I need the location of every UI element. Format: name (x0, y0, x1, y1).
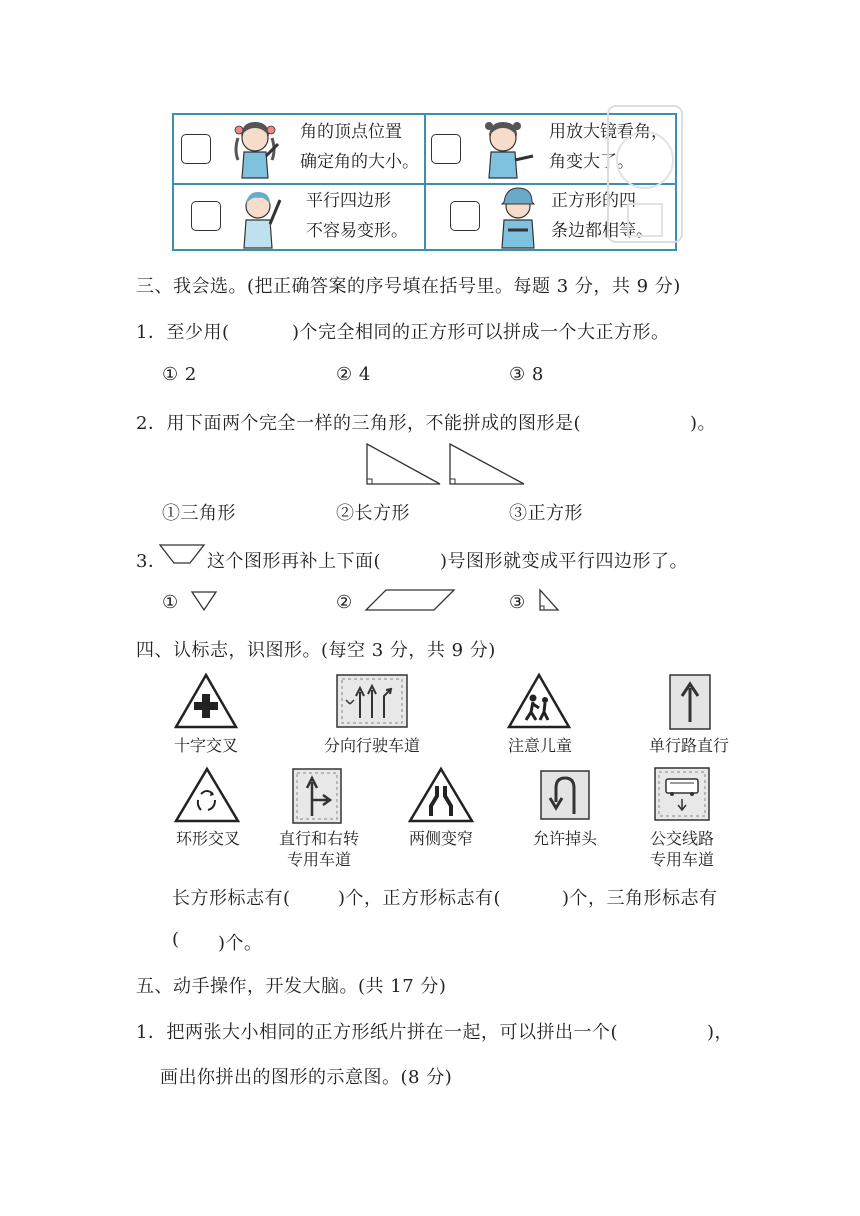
answer-text: )个，三角形标志有 (562, 888, 718, 909)
question-text: )。 (690, 413, 717, 434)
road-narrows-triangle-icon (407, 766, 475, 824)
boy-icon (494, 184, 544, 250)
section-heading: 三、我会选。(把正确答案的序号填在括号里。每题 3 分，共 9 分) (136, 276, 681, 297)
option-1: ① 2 (162, 364, 197, 385)
answer-text: )个，正方形标志有( (338, 888, 502, 909)
section-heading: 五、动手操作，开发大脑。(共 17 分) (136, 976, 447, 997)
roundabout-triangle-icon (173, 766, 241, 824)
judge-text-line: 角变大了。 (549, 152, 634, 172)
judge-text-line: 确定角的大小。 (300, 152, 419, 172)
answer-checkbox[interactable] (191, 201, 221, 231)
answer-text: )个。 (218, 933, 263, 954)
question-number: 3． (136, 551, 167, 572)
sign-label: 专用车道 (649, 850, 714, 869)
judge-text-line: 条边都相等。 (551, 221, 653, 241)
bus-lane-square-icon (654, 767, 710, 821)
cross-warning-triangle-icon (173, 672, 239, 730)
question-text: 1．至少用( (136, 322, 230, 343)
sign-label: 直行和右转 (278, 829, 359, 848)
trapezoid-figure (158, 543, 206, 567)
judge-text-line: 正方形的四 (551, 191, 636, 211)
question-text: )号图形就变成平行四边形了。 (440, 551, 689, 572)
option-2: ② (336, 592, 353, 613)
section-heading: 四、认标志，识图形。(每空 3 分，共 9 分) (136, 640, 496, 661)
one-way-rect-icon (669, 674, 711, 730)
sign-label: 注意儿童 (507, 736, 572, 755)
judge-text-line: 不容易变形。 (306, 221, 408, 241)
sign-label: 两侧变窄 (408, 829, 473, 848)
question-text: )个完全相同的正方形可以拼成一个大正方形。 (292, 322, 670, 343)
option-1: ① (162, 592, 179, 613)
question-text: 画出你拼出的图形的示意图。(8 分) (160, 1067, 453, 1088)
boy-icon (236, 186, 288, 250)
option-1: ①三角形 (162, 503, 236, 524)
sign-label: 分向行驶车道 (323, 736, 420, 755)
question-text: )， (707, 1022, 734, 1043)
sign-label: 专用车道 (286, 850, 351, 869)
two-right-triangles-figure (364, 442, 530, 486)
answer-checkbox[interactable] (450, 201, 480, 231)
option-3: ③正方形 (509, 503, 583, 524)
u-turn-square-icon (540, 770, 590, 820)
watermark-stamp (600, 100, 690, 250)
question-text: 这个图形再补上下面( (207, 551, 382, 572)
option-3: ③ (509, 592, 526, 613)
girl-icon (228, 116, 286, 180)
inverted-triangle-option-icon (190, 589, 218, 613)
judge-text-line: 角的顶点位置 (300, 122, 402, 142)
option-3: ③ 8 (509, 364, 544, 385)
question-text: 2．用下面两个完全一样的三角形，不能拼成的图形是( (136, 413, 581, 434)
answer-text: ( (172, 929, 180, 950)
parallelogram-option-icon (364, 588, 456, 612)
children-warning-triangle-icon (506, 672, 572, 730)
answer-checkbox[interactable] (431, 134, 461, 164)
option-2: ②长方形 (336, 503, 410, 524)
answer-checkbox[interactable] (181, 134, 211, 164)
sign-label: 允许掉头 (532, 829, 597, 848)
judge-text-line: 用放大镜看角， (549, 122, 668, 142)
right-triangle-option-icon (537, 588, 561, 612)
question-text: 1．把两张大小相同的正方形纸片拼在一起，可以拼出一个( (136, 1022, 618, 1043)
option-2: ② 4 (336, 364, 371, 385)
sign-label: 环形交叉 (175, 829, 240, 848)
sign-label: 单行路直行 (648, 736, 729, 755)
judge-text-line: 平行四边形 (306, 191, 391, 211)
answer-text: 长方形标志有( (172, 888, 291, 909)
lane-direction-rect-icon (336, 674, 408, 728)
straight-right-lane-icon (292, 768, 342, 824)
sign-label: 十字交叉 (173, 736, 238, 755)
girl-icon (477, 116, 537, 180)
sign-label: 公交线路 (649, 829, 714, 848)
